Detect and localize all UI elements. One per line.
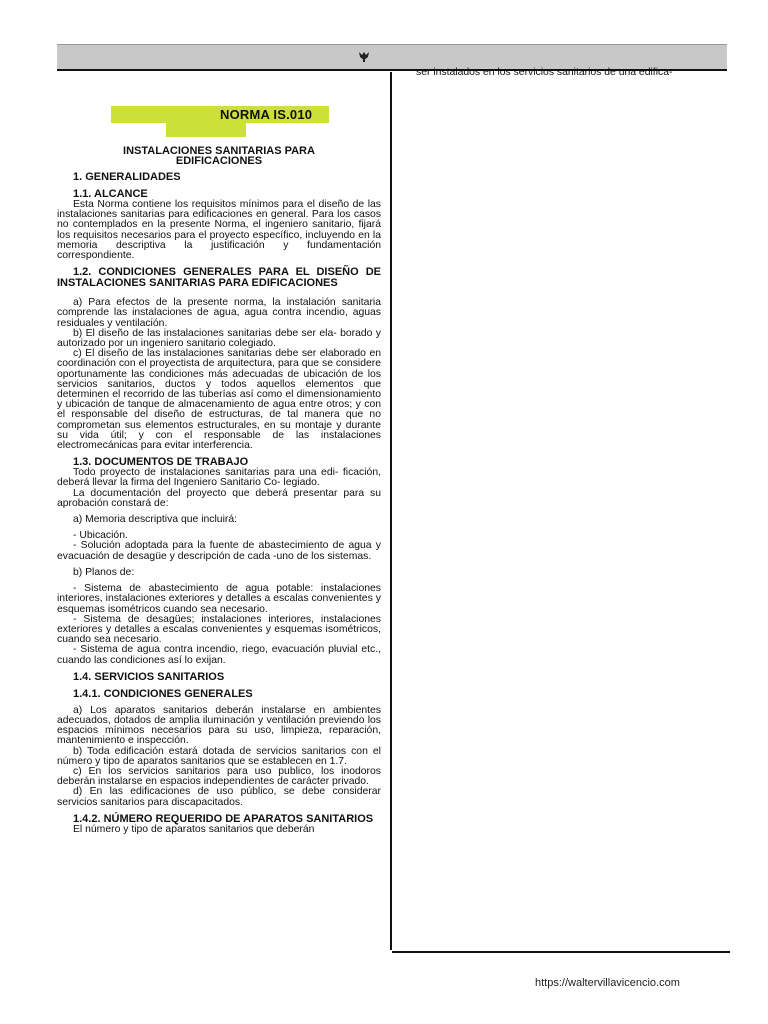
paragraph: a) Los aparatos sanitarios deberán instalarse en ambientes adecuados, dotados de amplia iluminación y ventilación previendo los espacios mínimos necesarios para su uso, limpieza, reparación, mantenimiento e inspección. [57, 704, 381, 747]
norma-title: NORMA IS.010 [220, 107, 313, 122]
paragraph: d) En las edificaciones de uso público, se debe considerar servicios sanitarios para discapacitados. [57, 786, 381, 808]
document-title-line2: EDIFICACIONES [175, 155, 263, 167]
right-column [400, 68, 734, 78]
list-item: - Sistema de desagües; instalaciones interiores, instalaciones exteriores y detalles a escalas convenientes y esquemas isométricos, cuando sea necesario. [57, 613, 381, 646]
section-heading: 1.4.2. NÚMERO REQUERIDO DE APARATOS SANITARIOS [73, 812, 374, 825]
document-title [57, 146, 381, 166]
paragraph: c) El diseño de las instalaciones sanitarias debe ser elaborado en coordinación con el proyectista de arquitectura, para que se considere oportunamente las condiciones más adecuadas de ubicación de los servicios sanitarios, ductos y todos aquellos elementos que determinen el recorrido de las tuberías así como el dimensionamiento y ubicación de tanque de almacenamiento de agua entre otros; y con el responsable del diseño de estructuras, de tal manera que no comprometan sus elementos estructurales, en su montaje y durante su vida útil; y con el responsable de las instalaciones electromecánicas para evitar interferencia. [57, 348, 381, 452]
list-item: - Sistema de abastecimiento de agua potable: instalaciones interiores, instalaciones exteriores y detalles a escalas convenientes y esquemas isométricos cuando sea necesario. [57, 583, 381, 615]
paragraph: Todo proyecto de instalaciones sanitarias para una edi- ficación, deberá llevar la firma del Ingeniero Sanitario Co- legiado. [57, 467, 381, 489]
paragraph: b) El diseño de las instalaciones sanitarias debe ser ela- borado y autorizado por un ingeniero sanitario colegiado. [57, 327, 381, 350]
list-item: - Sistema de agua contra incendio, riego, evacuación pluvial etc., cuando las condiciones así lo exijan. [57, 644, 381, 666]
list-item: - Ubicación. [73, 530, 128, 542]
left-column [57, 146, 381, 835]
paragraph: ser instalados en los servicios sanitarios de una edifica- [416, 67, 673, 78]
section-heading: 1.2. CONDICIONES GENERALES PARA EL DISEÑO DE INSTALACIONES SANITARIAS PARA EDIFICACIONES [57, 266, 381, 290]
paragraph: a) Para efectos de la presente norma, la instalación sanitaria comprende las instalaciones de agua, agua contra incendio, aguas residuales y ventilación. [57, 297, 381, 329]
norma-highlight-tab [166, 123, 246, 137]
section-heading: 1.1. ALCANCE [73, 188, 148, 200]
document-title-line1: INSTALACIONES SANITARIAS PARA [123, 145, 315, 157]
list-item: - Solución adoptada para la fuente de abastecimiento de agua y evacuación de desagüe y descripción de cada -uno de los sistemas. [57, 540, 381, 562]
section-heading: 1.3. DOCUMENTOS DE TRABAJO [73, 456, 249, 469]
section-heading: 1.4.1. CONDICIONES GENERALES [73, 687, 253, 700]
paragraph: El número y tipo de aparatos sanitarios que deberán [73, 823, 315, 835]
column-divider [390, 72, 392, 950]
section-heading: 1. GENERALIDADES [73, 171, 181, 183]
section-heading: 1.4. SERVICIOS SANITARIOS [73, 670, 225, 683]
footer-url[interactable]: https://waltervillavicencio.com [535, 977, 680, 989]
list-heading: a) Memoria descriptiva que incluirá: [73, 514, 238, 526]
paragraph: La documentación del proyecto que deberá presentar para su aprobación constará de: [57, 487, 381, 509]
footer-rule [392, 951, 730, 953]
list-heading: b) Planos de: [73, 566, 135, 578]
ornament-icon [357, 50, 371, 62]
paragraph: c) En los servicios sanitarios para uso publico, los inodoros deberán instalarse en espacios independientes de carácter privado. [57, 765, 381, 788]
paragraph: Esta Norma contiene los requisitos mínimos para el diseño de las instalaciones sanitarias para edificaciones en general. Para los casos no contemplados en la presente Norma, el ingeniero sanitario, fijará los requisitos necesarios para el proyecto específico, incluyendo en la memoria descriptiva la justificación y fundamentación correspondiente. [57, 199, 381, 262]
paragraph: b) Toda edificación estará dotada de servicios sanitarios con el número y tipo de aparatos sanitarios que se establecen en 1.7. [57, 745, 381, 767]
